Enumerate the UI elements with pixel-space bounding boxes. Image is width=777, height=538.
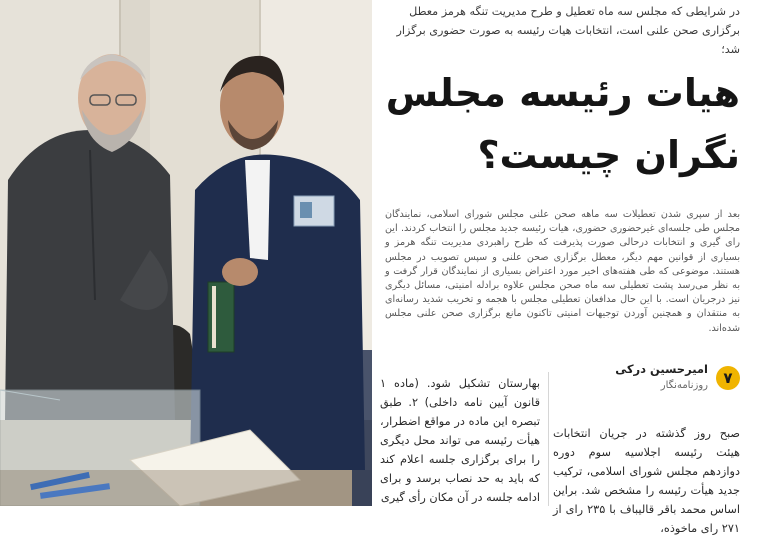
article-lead: بعد از سپری شدن تعطیلات سه ماهه صحن علنی مجلس شورای اسلامی، نمایندگان مجلس طی جلسه‌ای غیرحضوری حضوری، هیات رئیسه جدید مجلس را انتخاب کردند. این رای گیری و انتخابات درحالی صورت پذیرفت که طرح راهبردی مدیریت تنگه هرمز و بسیاری از قوانین مهم دیگر، معطل برگزاری صحن علنی و سپس تصویب در مجلس هستند. موضوعی که طی هفته‌های اخیر مورد اعتراض بسیاری از نمایندگان قرار گرفت و به نظر می‌رسد پشت تعطیلی سه ماه صحن مجلس علاوه برادله امنیتی، مسائل دیگری نیز درجریان است. با این حال مدافعان تعطیلی مجلس با هجمه و تخریب شدید رسانه‌ای به منتقدان و همچنین آوردن توجیهات امنیتی تاکنون مانع برگزاری صحن علنی مجلس شده‌اند. — [385, 209, 740, 334]
photo-illustration — [0, 0, 372, 506]
body-column-right: صبح روز گذشته در جریان انتخابات هیئت رئیسه اجلاسیه سوم دوره دوازدهم مجلس شورای اسلامی، ترکیب جدید هیأت رئیسه را مشخص شد. براین اساس محمد باقر قالیباف با ۲۳۵ رای از ۲۷۱ رای ماخوذه، — [553, 427, 741, 535]
article-headline: هیات رئیسه مجلس نگران چیست؟ — [385, 71, 740, 177]
article-photo — [0, 0, 372, 506]
author-block — [560, 356, 740, 396]
article-kicker: در شرایطی که مجلس سه ماه تعطیل و طرح مدیریت تنگه هرمز معطل برگزاری صحن علنی است، انتخابات هیات رئیسه به صورت حضوری برگزار شد؛ — [396, 5, 740, 56]
author-name: امیرحسین درکی — [615, 362, 708, 376]
column-divider — [548, 372, 549, 506]
author-badge: ۷ — [716, 366, 740, 390]
author-role: روزنامه‌نگار — [660, 380, 708, 391]
body-column-middle: بهارستان تشکیل شود. (ماده ۱ قانون آیین نامه داخلی) ۲. طبق تبصره این ماده در مواقع اضطرار، هیأت رئیسه می تواند محل دیگری را برای برگزاری جلسه اعلام کند که باید به حد نصاب برسد و برای ادامه جلسه در آن مکان رأی گیری — [380, 377, 540, 504]
